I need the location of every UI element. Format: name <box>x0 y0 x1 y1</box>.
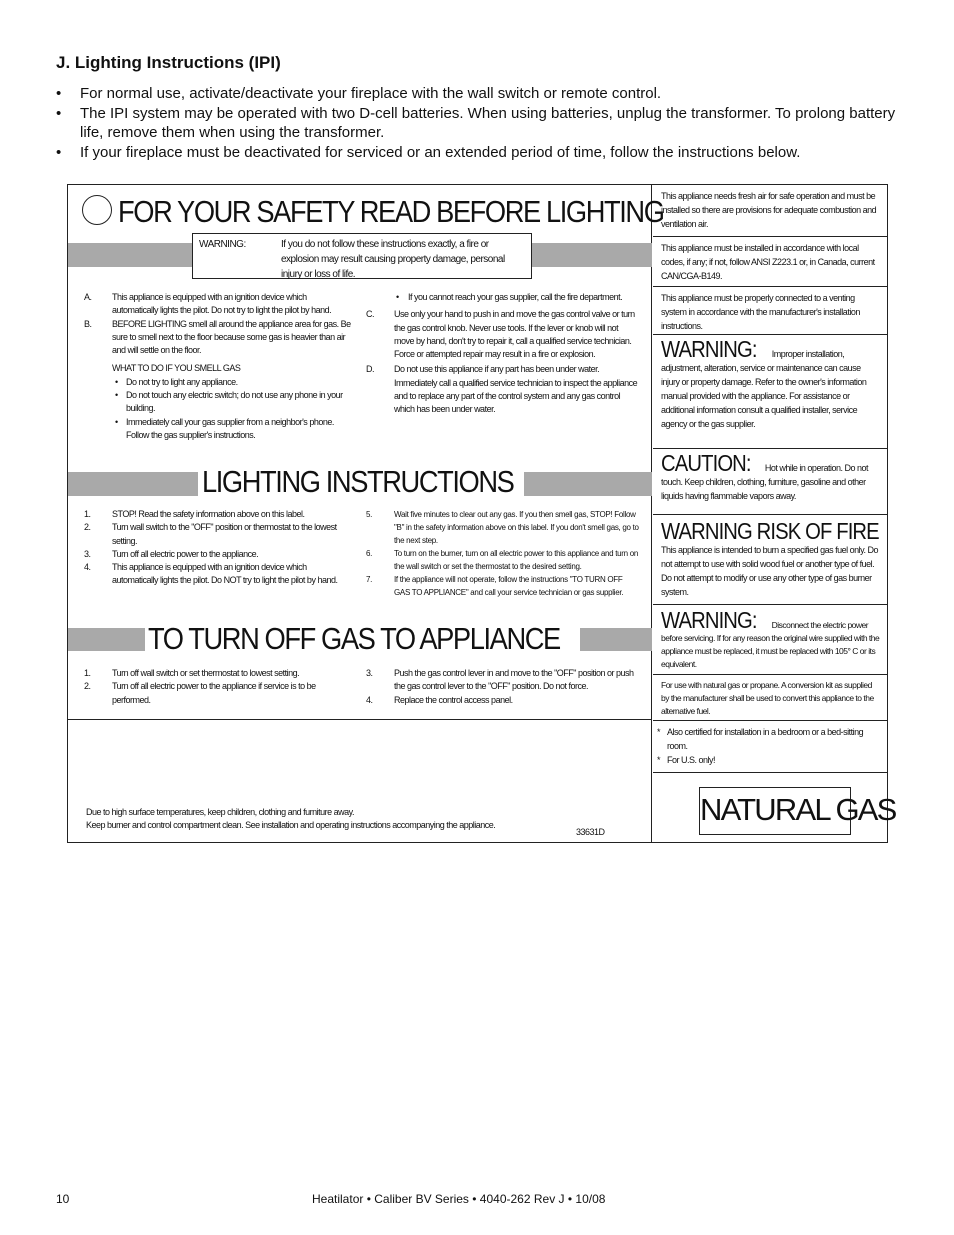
note-line: Due to high surface temperatures, keep children, clothing and furniture away. <box>86 807 355 817</box>
list-item: • Immediately call your gas supplier from a neighbor's phone. Follow the gas supplier's instructions. <box>115 416 334 440</box>
box-text: This appliance must be properly connected to a venting system in accordance with the manufacturer's installation instructions. <box>661 293 860 331</box>
intro-bullets <box>56 84 900 162</box>
fire-risk-box <box>653 515 887 605</box>
smell-gas-heading: WHAT TO DO IF YOU SMELL GAS <box>112 363 241 374</box>
list-item: 4. This appliance is equipped with an ignition device which automatically lights the pilot. Do NOT try to light the pilot by hand. <box>84 562 338 586</box>
list-item: 7. If the appliance will not operate, follow the instructions "TO TURN OFF GAS TO APPLIANCE" and call your service technician or gas supplier. <box>366 575 624 597</box>
footer-info: Heatilator • Caliber BV Series • 4040-262 Rev J • 10/08 <box>312 1192 606 1206</box>
list-item: 4. Replace the control access panel. <box>366 694 513 705</box>
smell-gas-list <box>84 376 354 442</box>
fuel-type-box <box>653 773 896 842</box>
turnoff-title: TO TURN OFF GAS TO APPLIANCE <box>148 621 560 656</box>
warning-electric-box <box>653 605 887 675</box>
list-item: 3. Turn off all electric power to the appliance. <box>84 548 259 559</box>
box-text: This appliance needs fresh air for safe operation and must be installed so there are provisions for adequate combustion and ventilation air. <box>661 191 877 229</box>
safety-title: FOR YOUR SAFETY READ BEFORE LIGHTING <box>118 194 664 229</box>
divider <box>68 719 652 720</box>
warning-heading: WARNING: <box>661 336 757 362</box>
list-item: 1. STOP! Read the safety information above on this label. <box>84 509 305 519</box>
section-title: J. Lighting Instructions (IPI) <box>56 53 281 72</box>
grey-band <box>524 472 652 496</box>
grey-band <box>68 628 145 651</box>
lighting-right-list <box>366 508 640 599</box>
caution-box <box>653 449 887 515</box>
list-item: • Do not try to light any appliance. <box>115 376 238 387</box>
lighting-label <box>67 184 896 843</box>
warning-text: Disconnect the electric power before servicing. If for any reason the original wire supplied with the appliance must be replaced, it must be replaced with 105° C or its equivalent. <box>661 620 880 669</box>
box-text: For use with natural gas or propane. A conversion kit as supplied by the manufacturer shall be used to convert this appliance to the alternative fuel. <box>661 680 874 716</box>
warning-text: Improper installation, adjustment, alteration, service or maintenance can cause injury or property damage. Refer to the owner's information manual provided with the appliance. For assistance or additional information consult a qualified installer, service agency or the gas supplier. <box>661 349 867 429</box>
codes-box <box>653 237 887 287</box>
list-item: 2. Turn wall switch to the "OFF" position or thermostat to the lowest setting. <box>84 522 337 546</box>
turnoff-right-list <box>366 667 638 707</box>
grey-band <box>580 628 652 651</box>
list-item: 2. Turn off all electric power to the appliance if service is to be performed. <box>84 681 316 705</box>
star-note: * For U.S. only! <box>657 755 716 765</box>
star-note: * Also certified for installation in a bedroom or a bed-sitting room. <box>657 727 864 751</box>
safety-right-list <box>366 291 638 417</box>
caution-text: Hot while in operation. Do not touch. Keep children, clothing, furniture, gasoline and other liquids having flammable vapors away. <box>661 463 868 501</box>
list-item: 5. Wait five minutes to clear out any gas. If you then smell gas, STOP! Follow "B" in the safety information above on this label. If you don't smell gas, go to the next step. <box>366 510 639 545</box>
ventilation-box <box>653 185 887 237</box>
list-item: • If you cannot reach your gas supplier, call the fire department. <box>396 292 623 302</box>
box-text: This appliance must be installed in accordance with local codes, if any; if not, follow ANSI Z223.1 or, in Canada, current CAN/CGA-B149. <box>661 243 875 281</box>
caution-heading: CAUTION: <box>661 450 751 476</box>
lighting-title: LIGHTING INSTRUCTIONS <box>202 464 514 499</box>
bullet-item: • If your fireplace must be deactivated for serviced or an extended period of time, follow the instructions below. <box>56 143 900 163</box>
part-number: 33631D <box>576 827 605 837</box>
list-item: C. Use only your hand to push in and move the gas control valve or turn the gas control knob. Never use tools. If the lever or knob will not move by hand, don't try to repair it, call a qualified service technician. Force or attempted repair may result in a fire or explosion. <box>366 309 635 360</box>
label-right-pane <box>653 185 896 842</box>
star-notes-box <box>653 721 887 773</box>
circle-icon <box>82 195 112 225</box>
lighting-left-list <box>84 508 354 588</box>
bullet-item: • The IPI system may be operated with two D-cell batteries. When using batteries, unplug the transformer. To prolong battery life, remove them when using the transformer. <box>56 104 900 143</box>
warning-label: WARNING: <box>199 239 246 250</box>
safety-left-list <box>84 291 354 442</box>
list-item: A. This appliance is equipped with an ignition device which automatically lights the pilot. Do not try to light the pilot by hand. <box>84 292 332 316</box>
bottom-notes <box>86 806 606 833</box>
conversion-box <box>653 675 887 721</box>
list-item: • Do not touch any electric switch; do not use any phone in your building. <box>115 390 343 414</box>
list-item: D. Do not use this appliance if any part has been under water. Immediately call a qualified service technician to inspect the appliance and to replace any part of the control system and any gas control which has been under water. <box>366 364 638 415</box>
warning-text: If you do not follow these instructions exactly, a fire or explosion may result causing property damage, personal injury or loss of life. <box>281 239 505 280</box>
list-item: 1. Turn off wall switch or set thermostat to lowest setting. <box>84 668 300 678</box>
warning-installation-box <box>653 335 887 449</box>
grey-band <box>68 472 198 496</box>
list-item: 3. Push the gas control lever in and move to the "OFF" position or push the gas control lever to the "OFF" position. Do not force. <box>366 668 634 692</box>
bullet-item: • For normal use, activate/deactivate your fireplace with the wall switch or remote control. <box>56 84 900 104</box>
fuel-type-label: NATURAL GAS <box>699 787 851 835</box>
turnoff-left-list <box>84 667 354 707</box>
warning-box <box>192 233 532 279</box>
warning-heading: WARNING: <box>661 607 757 633</box>
list-item: 6. To turn on the burner, turn on all electric power to this appliance and turn on the wall switch or set the thermostat to the desired setting. <box>366 549 639 571</box>
venting-box <box>653 287 887 335</box>
label-left-pane <box>68 185 664 842</box>
page-number: 10 <box>56 1192 70 1206</box>
fire-risk-heading: WARNING RISK OF FIRE <box>661 518 879 544</box>
fire-risk-text: This appliance is intended to burn a specified gas fuel only. Do not attempt to use with solid wood fuel or another type of fuel. Do not attempt to modify or use any other type of gas burner system. <box>661 545 878 597</box>
list-item: B. BEFORE LIGHTING smell all around the appliance area for gas. Be sure to smell next to the floor because some gas is heavier than air and will settle on the floor. <box>84 318 351 356</box>
note-line: Keep burner and control compartment clean. See installation and operating instructions accompanying the appliance. <box>86 820 496 831</box>
